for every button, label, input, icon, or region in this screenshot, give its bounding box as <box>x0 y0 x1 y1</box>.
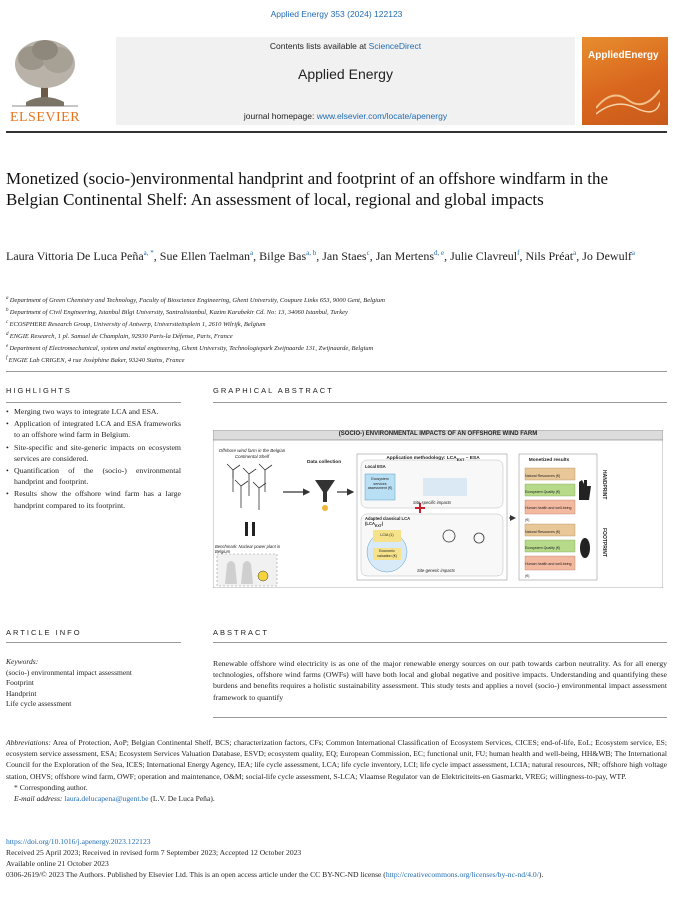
ga-result-label: Human health and well-being (€) <box>525 506 572 522</box>
header-rule <box>6 131 667 133</box>
keyword: Handprint <box>6 688 37 698</box>
highlight-item: • Quantification of the (socio-) environmental handprint and footprint. <box>6 465 181 487</box>
article-footer <box>6 836 667 880</box>
highlights-heading: HIGHLIGHTS <box>6 386 72 395</box>
highlight-item: • Results show the offshore wind farm has a large handprint compared to its footprint. <box>6 488 181 510</box>
cover-title: AppliedEnergy <box>588 50 659 61</box>
article-info-rule <box>6 642 181 643</box>
article-info-heading: ARTICLE INFO <box>6 628 82 637</box>
abstract-rule <box>213 642 667 643</box>
author-name[interactable]: Laura Vittoria De Luca Peña <box>6 249 144 263</box>
email-link[interactable]: laura.delucapena@ugent.be <box>64 794 149 804</box>
affiliation: $^f$ ENGIE Lab CRIGEN, 4 rue Josèphine Baker, 93240 Stains, France <box>6 355 185 364</box>
ga-footprint-results <box>525 526 575 578</box>
email-suffix: (L.V. De Luca Peña). <box>148 794 215 804</box>
affiliation-list <box>6 294 646 366</box>
ga-handprint-results <box>525 470 575 522</box>
abbreviations-label: Abbreviations: <box>6 738 51 747</box>
affiliation: $^c$ ECOSPHERE Research Group, University of Antwerp, Universiteitsplein 1, 2610 Wilrijk, Belgium <box>6 319 266 329</box>
author-name[interactable]: Bilge Bas <box>259 249 307 263</box>
author-affiliation-mark[interactable]: a, * <box>143 249 154 257</box>
highlights-list <box>6 406 181 512</box>
author-affiliation-mark[interactable]: f <box>517 249 520 257</box>
highlight-item: • Merging two ways to integrate LCA and ESA. <box>6 406 181 417</box>
article-title: Monetized (socio-)environmental handprint and footprint of an offshore windfarm in the Belgian Continental Shelf: An assessment of local, regional and global impacts <box>6 169 609 209</box>
ga-result-label: Natural Resources (€) <box>525 474 561 478</box>
author-affiliation-mark[interactable]: d, e <box>434 249 445 257</box>
foot-icon <box>580 538 590 558</box>
highlight-item: • Site-specific and site-generic impacts on ecosystem services are considered. <box>6 442 181 464</box>
author-affiliation-mark[interactable]: a <box>631 249 636 257</box>
highlights-rule <box>6 402 181 403</box>
keyword: Life cycle assessment <box>6 699 72 708</box>
ga-offshore-label: Offshore wind farm in the Belgian Continental Shelf <box>218 448 286 459</box>
ga-benchmark: Benchmark: Nuclear power plant in Belgium <box>215 544 281 554</box>
doi-link[interactable]: https://doi.org/10.1016/j.apenergy.2023.122123 <box>6 837 151 846</box>
author-name[interactable]: Nils Préat <box>525 249 574 263</box>
publisher-name: ELSEVIER <box>9 110 81 125</box>
ga-data-collection: Data collection <box>307 460 342 465</box>
journal-name: Applied Energy <box>298 66 393 82</box>
copyright-line: 0306-2619/© 2023 The Authors. Published by Elsevier Ltd. This is an open access article under the CC BY-NC-ND license (http://creativecommons.org/licenses/by-nc-nd/4.0/). <box>6 870 544 879</box>
ga-results-title: Monetized results <box>528 458 570 463</box>
abbreviations-block <box>6 737 667 804</box>
keyword: (socio-) environmental impact assessment <box>6 667 133 677</box>
sciencedirect-link[interactable]: ScienceDirect <box>368 41 422 51</box>
ga-local-esa: Local ESA <box>365 464 386 469</box>
author-affiliation-mark[interactable]: a <box>250 249 254 257</box>
cover-graphic-icon <box>596 78 660 118</box>
author-name[interactable]: Sue Ellen Taelman <box>159 249 251 263</box>
ga-result-label: Natural Resources (€) <box>525 530 561 534</box>
highlight-item: • Application of integrated LCA and ESA frameworks to an offshore wind farm in Belgium. <box>6 418 181 440</box>
author-list: Laura Vittoria De Luca Peña$^{a, *}$, Sue Ellen Taelman$^a$, Bilge Bas$^{a, b}$, Jan Staes$^c$, Jan Mertens$^{d, e}$, Julie Clavreul$^f$, Nils Préat$^a$, Jo Dewulf$^a$ <box>6 249 636 263</box>
received-dates: Received 25 April 2023; Received in revised form 7 September 2023; Accepted 12 October 2023 <box>6 848 302 857</box>
affiliation: $^a$ Department of Green Chemistry and Technology, Faculty of Bioscience Engineering, Ghent University, Coupure Links 653, 9000 Gent, Belgium <box>6 296 385 305</box>
ga-banner: (SOCIO-) ENVIRONMENTAL IMPACTS OF AN OFFSHORE WIND FARM <box>338 431 538 437</box>
ga-result-label: Ecosystem Quality (€) <box>525 546 561 550</box>
author-name[interactable]: Julie Clavreul <box>450 249 518 263</box>
author-affiliation-mark[interactable]: a <box>573 249 577 257</box>
ga-local-box: Ecosystem services assessment (€) <box>367 477 393 490</box>
ga-footprint-label: FOOTPRINT <box>601 528 607 557</box>
ga-lca-box1: LCIA (1) <box>380 533 394 537</box>
keywords-label: Keywords: <box>6 657 39 666</box>
author-affiliation-mark[interactable]: a, b <box>306 249 317 257</box>
author-name[interactable]: Jan Staes <box>322 249 367 263</box>
abstract-end-rule <box>213 717 667 718</box>
abstract-heading: ABSTRACT <box>213 628 270 637</box>
abstract-text: Renewable offshore wind electricity is as one of the major renewable energy sources on our path towards carbon neutrality. As for all energy technologies, offshore wind farms (OWFs) will have both local and global negative and positive impacts. Understanding and quantifying these burdens and benefits requires a holistic sustainability assessment. This study tests and applies a novel (socio-) environmental impact assessment framework to quantify <box>213 659 667 702</box>
section-rule <box>6 371 667 372</box>
graphical-abstract-rule <box>213 402 667 403</box>
author-name[interactable]: Jo Dewulf <box>582 249 632 263</box>
graphical-abstract-figure <box>213 430 663 588</box>
ga-lca-box2: Economic valuation (€) <box>377 549 397 558</box>
email-label: E-mail address: <box>14 794 65 804</box>
keyword: Footprint <box>6 678 34 687</box>
contents-line: Contents lists available at ScienceDirect <box>269 41 422 51</box>
homepage-line: journal homepage: www.elsevier.com/locate/apenergy <box>243 111 448 121</box>
corresponding-author: * Corresponding author. <box>14 782 88 792</box>
author-affiliation-mark[interactable]: c <box>366 249 370 257</box>
ga-result-label: Ecosystem Quality (€) <box>525 490 561 494</box>
ga-handprint-label: HANDPRINT <box>601 470 607 500</box>
affiliation: $^b$ Department of Civil Engineering, Istanbul Bilgi University, Santralistanbul, Kazim Karabekir Cd. No: 13, 34060 Istanbul, Turkey <box>6 307 348 317</box>
elsevier-logo <box>6 36 84 126</box>
affiliation: $^e$ Department of Electromechanical, system and metal engineering, Ghent University, Technologiepark Zwijnaarde 131, Zwijnaarde, Belgium <box>6 343 374 352</box>
ga-site-generic: Site-generic impacts <box>417 568 455 573</box>
homepage-link[interactable]: www.elsevier.com/locate/apenergy <box>316 111 448 121</box>
journal-citation[interactable]: Applied Energy 353 (2024) 122123 <box>270 9 403 19</box>
keywords-block <box>6 657 181 710</box>
ga-adapted-lca: Adapted classical LCA $(LCA_{EXT})$ <box>365 516 410 528</box>
ga-result-label: Human health and well-being (€) <box>525 562 572 578</box>
affiliation: $^d$ ENGIE Research, 1 pl. Samuel de Champlain, 92930 Paris-la Défense, Paris, France <box>6 331 233 341</box>
available-online: Available online 21 October 2023 <box>6 859 109 868</box>
author-name[interactable]: Jan Mertens <box>375 249 435 263</box>
license-link[interactable]: http://creativecommons.org/licenses/by-nc-nd/4.0/ <box>385 870 539 879</box>
ga-site-specific: Site-specific impacts <box>413 500 452 505</box>
ga-methodology: Application methodology: $LCA_{EXT}$ – ESA <box>386 456 480 462</box>
graphical-abstract-heading: GRAPHICAL ABSTRACT <box>213 386 334 395</box>
abbreviations-text: Area of Protection, AoP; Belgian Continental Shelf, BCS; characterization factors, CFs; Common International Classification of Ecosystem Services, CICES; end-of-life, EoL; Ecosystem service, ES; ecosystem service assessment, ESA; Ecosystem Services Valuation Database, ESVD; ecosystem quality, EQ; European Commission, EC; functional unit, FU; human health and well-being, HH&WB; The International Council for the Exploration of the Sea, ICES; International Energy Agency, IEA; life cycle assessment, LCA; life cycle inventory, LCI; life cycle impact assessment, LCIA; natural resources, NR; offshore high voltage station, OHVS; offshore wind farm, OWF; operation and maintenance, O&M; social-life cycle assessment, S-LCA; Vlaamse Regulator van de Elektriciteits-en Gasmarkt, VREG; willingness-to-pay, WTP. <box>6 738 667 781</box>
